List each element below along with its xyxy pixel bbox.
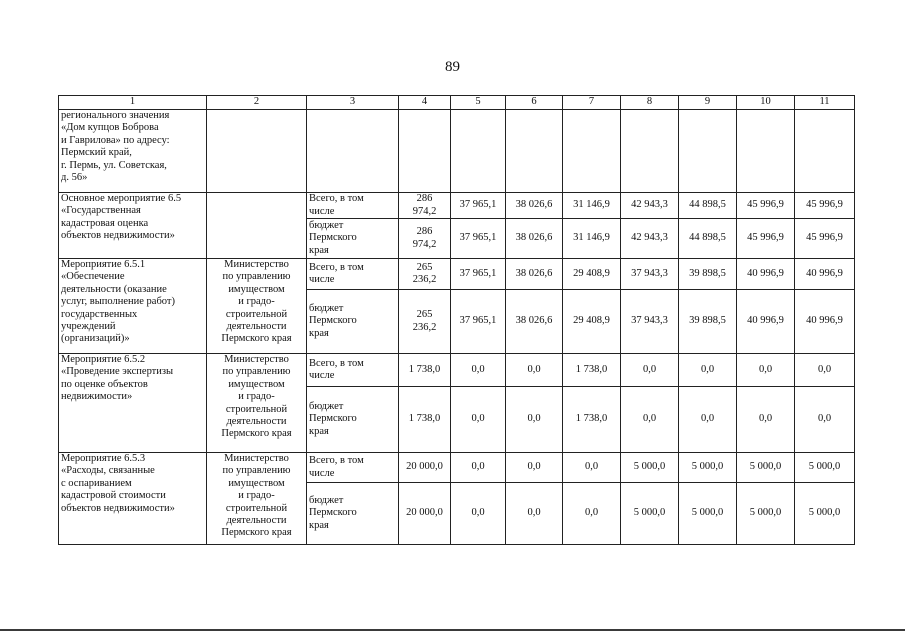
header-cell: 6 — [506, 96, 563, 110]
year-amount: 1 738,0 — [563, 354, 621, 387]
year-amount: 5 000,0 — [621, 453, 679, 483]
total-amount: 1 738,0 — [399, 387, 451, 453]
year-amount: 39 898,5 — [679, 290, 737, 354]
measure-name: Мероприятие 6.5.1 «Обеспечение деятельности (оказание услуг, выполнение работ) государственных учреждений (организаций)» — [59, 259, 207, 354]
empty-cell — [399, 110, 451, 193]
year-amount: 5 000,0 — [737, 483, 795, 545]
year-amount: 5 000,0 — [795, 453, 855, 483]
page-number: 89 — [445, 59, 460, 75]
funding-source: Всего, в том числе — [307, 259, 399, 290]
table-row — [59, 354, 855, 387]
year-amount: 0,0 — [451, 387, 506, 453]
executor-name: Министерство по управлению имуществом и градо- строительной деятельности Пермского края — [207, 453, 307, 545]
header-cell: 7 — [563, 96, 621, 110]
measure-name: Мероприятие 6.5.2 «Проведение экспертизы по оценке объектов недвижимости» — [59, 354, 207, 453]
total-amount: 20 000,0 — [399, 453, 451, 483]
year-amount: 0,0 — [737, 354, 795, 387]
empty-cell — [679, 110, 737, 193]
measure-name: Основное мероприятие 6.5 «Государственная кадастровая оценка объектов недвижимости» — [59, 193, 207, 259]
year-amount: 5 000,0 — [737, 453, 795, 483]
scan-edge-line — [0, 629, 905, 631]
header-cell: 3 — [307, 96, 399, 110]
empty-cell — [737, 110, 795, 193]
header-cell: 4 — [399, 96, 451, 110]
year-amount: 37 943,3 — [621, 259, 679, 290]
year-amount: 1 738,0 — [563, 387, 621, 453]
header-cell: 9 — [679, 96, 737, 110]
table-row — [59, 453, 855, 483]
year-amount: 29 408,9 — [563, 290, 621, 354]
year-amount: 5 000,0 — [679, 453, 737, 483]
table-row — [59, 193, 855, 219]
header-cell: 11 — [795, 96, 855, 110]
executor-name — [207, 193, 307, 259]
year-amount: 42 943,3 — [621, 193, 679, 219]
total-amount: 265 236,2 — [399, 290, 451, 354]
year-amount: 40 996,9 — [795, 259, 855, 290]
year-amount: 5 000,0 — [679, 483, 737, 545]
year-amount: 0,0 — [451, 453, 506, 483]
continuation-row — [59, 110, 855, 193]
year-amount: 45 996,9 — [737, 193, 795, 219]
year-amount: 5 000,0 — [621, 483, 679, 545]
total-amount: 20 000,0 — [399, 483, 451, 545]
empty-cell — [207, 110, 307, 193]
year-amount: 0,0 — [737, 387, 795, 453]
year-amount: 37 965,1 — [451, 259, 506, 290]
measure-name-continued: регионального значения «Дом купцов Боброва и Гаврилова» по адресу: Пермский край, г. Пермь, ул. Советская, д. 56» — [59, 110, 207, 193]
empty-cell — [563, 110, 621, 193]
year-amount: 0,0 — [795, 354, 855, 387]
year-amount: 0,0 — [506, 483, 563, 545]
year-amount: 40 996,9 — [737, 290, 795, 354]
header-row — [59, 96, 855, 110]
year-amount: 37 965,1 — [451, 193, 506, 219]
year-amount: 0,0 — [679, 354, 737, 387]
empty-cell — [621, 110, 679, 193]
total-amount: 265 236,2 — [399, 259, 451, 290]
year-amount: 29 408,9 — [563, 259, 621, 290]
year-amount: 37 965,1 — [451, 290, 506, 354]
year-amount: 38 026,6 — [506, 219, 563, 259]
year-amount: 0,0 — [506, 387, 563, 453]
year-amount: 31 146,9 — [563, 219, 621, 259]
year-amount: 31 146,9 — [563, 193, 621, 219]
measure-name: Мероприятие 6.5.3 «Расходы, связанные с оспариванием кадастровой стоимости объектов недвижимости» — [59, 453, 207, 545]
budget-table — [58, 95, 855, 545]
funding-source: Всего, в том числе — [307, 193, 399, 219]
empty-cell — [506, 110, 563, 193]
funding-source: Всего, в том числе — [307, 453, 399, 483]
year-amount: 38 026,6 — [506, 193, 563, 219]
total-amount: 286 974,2 — [399, 219, 451, 259]
executor-name: Министерство по управлению имуществом и градо- строительной деятельности Пермского края — [207, 259, 307, 354]
year-amount: 38 026,6 — [506, 290, 563, 354]
funding-source: Всего, в том числе — [307, 354, 399, 387]
year-amount: 0,0 — [563, 483, 621, 545]
year-amount: 38 026,6 — [506, 259, 563, 290]
year-amount: 0,0 — [451, 354, 506, 387]
total-amount: 1 738,0 — [399, 354, 451, 387]
year-amount: 0,0 — [795, 387, 855, 453]
year-amount: 40 996,9 — [737, 259, 795, 290]
header-cell: 2 — [207, 96, 307, 110]
funding-source: бюджет Пермского края — [307, 387, 399, 453]
year-amount: 0,0 — [506, 354, 563, 387]
year-amount: 37 965,1 — [451, 219, 506, 259]
header-cell: 8 — [621, 96, 679, 110]
empty-cell — [307, 110, 399, 193]
funding-source: бюджет Пермского края — [307, 290, 399, 354]
funding-source: бюджет Пермского края — [307, 483, 399, 545]
empty-cell — [451, 110, 506, 193]
year-amount: 45 996,9 — [795, 193, 855, 219]
year-amount: 45 996,9 — [737, 219, 795, 259]
year-amount: 0,0 — [621, 354, 679, 387]
year-amount: 40 996,9 — [795, 290, 855, 354]
executor-name: Министерство по управлению имуществом и градо- строительной деятельности Пермского края — [207, 354, 307, 453]
year-amount: 42 943,3 — [621, 219, 679, 259]
year-amount: 44 898,5 — [679, 193, 737, 219]
header-cell: 5 — [451, 96, 506, 110]
year-amount: 45 996,9 — [795, 219, 855, 259]
year-amount: 0,0 — [451, 483, 506, 545]
year-amount: 44 898,5 — [679, 219, 737, 259]
total-amount: 286 974,2 — [399, 193, 451, 219]
year-amount: 5 000,0 — [795, 483, 855, 545]
year-amount: 0,0 — [563, 453, 621, 483]
table-row — [59, 259, 855, 290]
header-cell: 10 — [737, 96, 795, 110]
funding-source: бюджет Пермского края — [307, 219, 399, 259]
year-amount: 0,0 — [621, 387, 679, 453]
year-amount: 39 898,5 — [679, 259, 737, 290]
year-amount: 0,0 — [679, 387, 737, 453]
empty-cell — [795, 110, 855, 193]
year-amount: 0,0 — [506, 453, 563, 483]
header-cell: 1 — [59, 96, 207, 110]
year-amount: 37 943,3 — [621, 290, 679, 354]
